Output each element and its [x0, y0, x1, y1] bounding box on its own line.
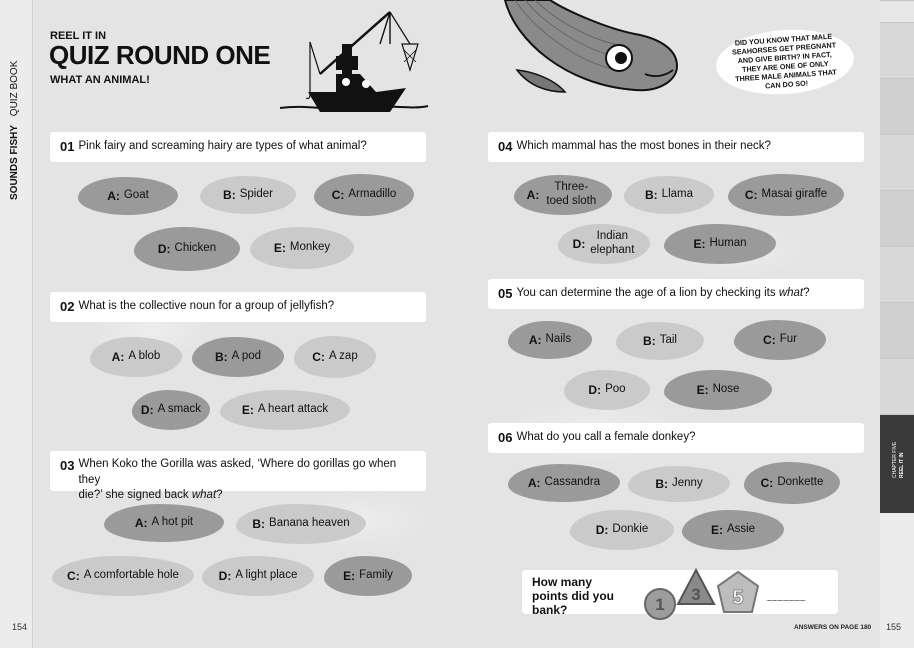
points-answer-line[interactable]: ................................	[766, 594, 806, 603]
option-text: Llama	[661, 188, 693, 201]
points-badge-3-label: 3	[691, 585, 701, 604]
q02-option-b[interactable]	[192, 337, 284, 377]
option-text: A pod	[231, 350, 262, 363]
fish-illustration	[495, 0, 685, 98]
option-letter: C:	[744, 187, 758, 202]
option-letter: A:	[527, 475, 541, 490]
question-04-number: 04	[498, 139, 513, 155]
option-letter: C:	[67, 568, 80, 583]
option-text: Cassandra	[544, 476, 601, 489]
q05-option-d[interactable]	[564, 370, 650, 410]
q02-option-e[interactable]	[220, 390, 350, 430]
q01-option-e[interactable]	[250, 227, 354, 269]
option-letter: C:	[760, 475, 774, 490]
option-letter: D:	[595, 522, 609, 537]
q05-option-b[interactable]	[616, 322, 704, 360]
option-letter: D:	[157, 241, 171, 256]
question-05	[488, 279, 864, 309]
chapter-tab-5	[880, 190, 914, 247]
q01-option-b[interactable]	[200, 176, 296, 214]
option-letter: D:	[588, 382, 602, 397]
q03-option-e[interactable]	[324, 556, 412, 596]
q05-option-c[interactable]	[734, 320, 826, 360]
q01-option-d[interactable]	[134, 227, 240, 271]
chapter-tab-2	[880, 22, 914, 79]
question-03	[50, 451, 426, 502]
option-text: Nose	[712, 383, 740, 396]
question-05-text: You can determine the age of a lion by checking its what?	[516, 287, 810, 300]
option-letter: C:	[763, 332, 776, 347]
option-text: Donkette	[777, 476, 824, 489]
q06-option-e[interactable]	[682, 510, 784, 550]
option-text: Human	[709, 237, 747, 250]
option-letter: E:	[343, 568, 356, 583]
active-tab-title: REEL IT IN	[899, 452, 905, 478]
option-text: Indian elephant	[590, 230, 635, 256]
option-text: A heart attack	[257, 403, 329, 416]
chapter-tab-3	[880, 78, 914, 135]
option-text: Chicken	[174, 242, 217, 255]
question-02	[50, 292, 426, 322]
q01-option-c[interactable]	[314, 174, 414, 216]
answers-note: ANSWERS ON PAGE 180	[794, 624, 872, 631]
question-03-number: 03	[60, 458, 75, 473]
question-05-number: 05	[498, 286, 513, 302]
question-03-text: When Koko the Gorilla was asked, ‘Where do gorillas go when they die?’ she signed back what?	[78, 458, 397, 502]
option-text: Banana heaven	[269, 517, 350, 530]
option-text: Family	[359, 569, 393, 582]
option-text: Three-toed sloth	[546, 181, 597, 207]
chapter-tab-7	[880, 302, 914, 359]
option-letter: C:	[312, 349, 325, 364]
option-text: Nails	[545, 333, 572, 346]
option-letter: A:	[111, 349, 125, 364]
active-tab-chapter: CHAPTER FIVE	[892, 441, 898, 478]
option-letter: C:	[331, 187, 345, 202]
points-badges	[640, 564, 766, 626]
option-letter: D:	[218, 568, 232, 583]
chapter-tab-8	[880, 358, 914, 415]
q01-option-a[interactable]	[78, 177, 178, 215]
option-text: A zap	[328, 350, 358, 363]
option-letter: E:	[696, 382, 709, 397]
q06-option-c[interactable]	[744, 462, 840, 504]
chapter-tab-6	[880, 246, 914, 303]
question-06-text: What do you call a female donkey?	[516, 431, 696, 444]
question-01-text: Pink fairy and screaming hairy are types of what animal?	[78, 140, 367, 153]
option-text: Monkey	[289, 241, 331, 254]
option-letter: E:	[693, 236, 706, 251]
option-text: Armadillo	[348, 188, 397, 201]
q02-option-c[interactable]	[294, 336, 376, 378]
option-text: Goat	[123, 189, 149, 202]
question-06	[488, 423, 864, 453]
option-letter: A:	[526, 187, 540, 202]
option-text: Tail	[659, 334, 677, 347]
points-badge-5-label: 5	[732, 587, 744, 609]
option-text: Masai giraffe	[761, 188, 828, 201]
q05-option-e[interactable]	[664, 370, 772, 410]
option-letter: D:	[572, 236, 586, 251]
option-letter: A:	[528, 332, 542, 347]
fishing-boat-illustration	[280, 4, 430, 116]
option-letter: E:	[241, 402, 254, 417]
chapter-tab-1	[880, 0, 914, 23]
option-letter: E:	[710, 522, 723, 537]
option-letter: D:	[140, 402, 154, 417]
active-tab-label	[892, 442, 906, 478]
q04-option-c[interactable]	[728, 174, 844, 216]
chapter-tab-4	[880, 134, 914, 191]
page-subtitle: WHAT AN ANIMAL!	[50, 74, 150, 86]
q06-option-d[interactable]	[570, 510, 674, 550]
q03-option-c[interactable]	[52, 556, 194, 596]
option-text: Spider	[239, 188, 273, 201]
left-page-number: 154	[12, 622, 28, 632]
q02-option-a[interactable]	[90, 337, 182, 377]
q06-option-b[interactable]	[628, 466, 730, 502]
spine-label	[9, 61, 20, 200]
question-02-text: What is the collective noun for a group of jellyfish?	[78, 300, 335, 313]
points-badge-1-label: 1	[655, 595, 665, 614]
option-text: Poo	[605, 383, 626, 396]
option-letter: A:	[107, 188, 120, 203]
q03-option-d[interactable]	[202, 556, 314, 596]
option-letter: A:	[134, 515, 148, 530]
option-text: Assie	[726, 523, 756, 536]
option-text: A hot pit	[151, 516, 194, 529]
points-prompt: How many points did you bank?	[532, 575, 614, 617]
option-text: A comfortable hole	[83, 569, 179, 582]
option-letter: B:	[643, 333, 656, 348]
question-02-number: 02	[60, 299, 75, 315]
q06-option-a[interactable]	[508, 464, 620, 502]
right-page-number: 155	[886, 622, 902, 632]
q04-option-d[interactable]	[558, 224, 650, 264]
q04-option-a[interactable]	[514, 175, 612, 215]
q02-option-d[interactable]	[132, 390, 210, 430]
option-letter: B:	[252, 516, 266, 531]
spine-title: SOUNDS FISHY	[9, 124, 20, 200]
q03-option-b[interactable]	[236, 504, 366, 544]
question-01	[50, 132, 426, 162]
q03-option-a[interactable]	[104, 504, 224, 542]
option-letter: E:	[273, 240, 286, 255]
option-text: Donkie	[612, 523, 649, 536]
option-text: A smack	[157, 403, 202, 416]
option-text: Jenny	[671, 477, 703, 490]
question-06-number: 06	[498, 430, 513, 446]
question-04-text: Which mammal has the most bones in their neck?	[516, 140, 771, 153]
fact-speech-bubble: DID YOU KNOW THAT MALE SEAHORSES GET PREGNANT AND GIVE BIRTH? IN FACT, THEY ARE ONE OF ONLY THREE MALE ANIMALS THAT CAN DO SO!	[714, 25, 856, 98]
spine-subtitle: QUIZ BOOK	[9, 60, 20, 117]
option-letter: B:	[223, 187, 236, 202]
q05-option-a[interactable]	[508, 321, 592, 359]
question-01-number: 01	[60, 139, 75, 155]
q04-option-e[interactable]	[664, 224, 776, 264]
option-text: A light place	[235, 569, 298, 582]
option-text: A blob	[128, 350, 161, 363]
option-text: Fur	[779, 333, 797, 346]
option-letter: B:	[655, 476, 668, 491]
kicker: REEL IT IN	[50, 30, 107, 42]
option-letter: B:	[214, 349, 228, 364]
option-letter: B:	[645, 187, 658, 202]
page-title: QUIZ ROUND ONE	[49, 40, 271, 70]
question-04	[488, 132, 864, 162]
q04-option-b[interactable]	[624, 176, 714, 214]
